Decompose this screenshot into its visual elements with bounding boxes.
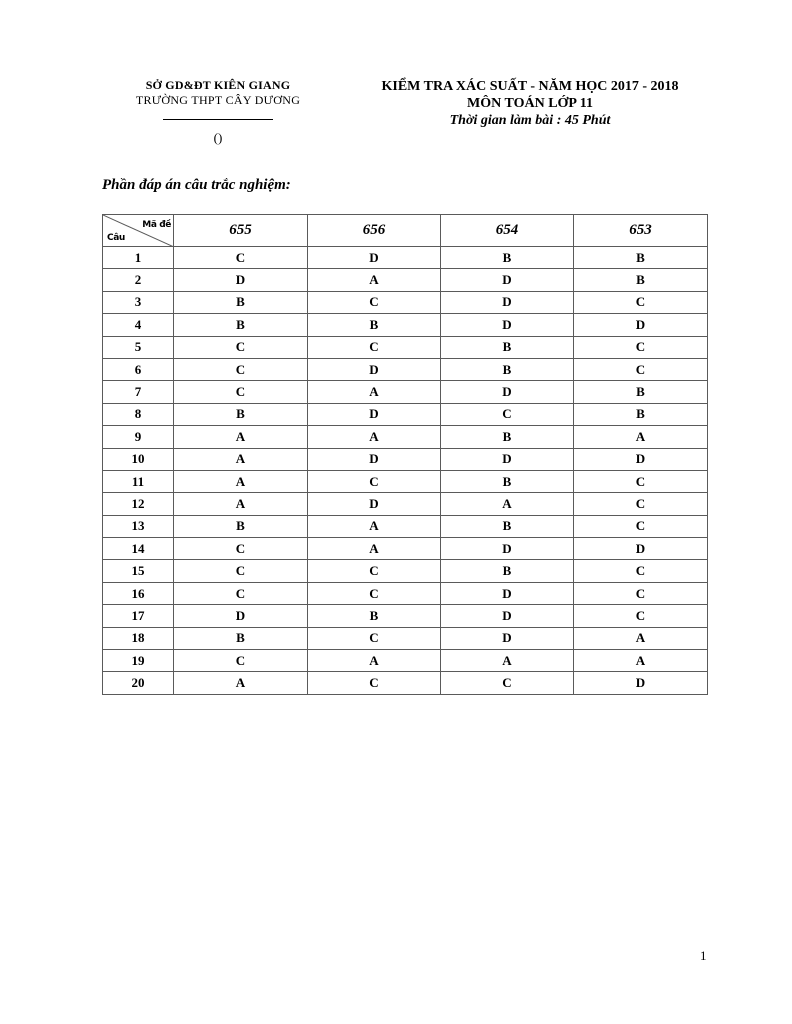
answer-cell: A bbox=[308, 538, 441, 560]
question-number-cell: 1 bbox=[103, 247, 174, 269]
answer-cell: D bbox=[441, 538, 574, 560]
answer-cell: B bbox=[574, 381, 708, 403]
answer-cell: B bbox=[174, 314, 308, 336]
table-row bbox=[103, 403, 708, 425]
right-header bbox=[360, 78, 700, 129]
answer-cell: B bbox=[441, 470, 574, 492]
answer-cell: A bbox=[308, 426, 441, 448]
answer-cell: C bbox=[174, 336, 308, 358]
exam-duration: Thời gian làm bài : 45 Phút bbox=[449, 113, 611, 128]
table-row bbox=[103, 336, 708, 358]
answer-cell: B bbox=[174, 403, 308, 425]
table-row bbox=[103, 627, 708, 649]
question-number-cell: 4 bbox=[103, 314, 174, 336]
answer-cell: B bbox=[174, 627, 308, 649]
exam-code-header: 656 bbox=[308, 215, 441, 247]
answer-cell: A bbox=[308, 381, 441, 403]
answer-cell: B bbox=[441, 358, 574, 380]
answer-cell: A bbox=[574, 426, 708, 448]
table-row bbox=[103, 358, 708, 380]
answer-cell: C bbox=[174, 358, 308, 380]
table-row bbox=[103, 247, 708, 269]
answer-cell: D bbox=[441, 627, 574, 649]
answer-cell: D bbox=[441, 605, 574, 627]
answer-cell: C bbox=[174, 582, 308, 604]
answer-cell: D bbox=[174, 605, 308, 627]
answer-cell: D bbox=[441, 291, 574, 313]
answer-cell: D bbox=[308, 493, 441, 515]
corner-label-question: Câu bbox=[107, 233, 125, 243]
answer-cell: A bbox=[174, 470, 308, 492]
answer-cell: D bbox=[441, 448, 574, 470]
answer-cell: D bbox=[574, 538, 708, 560]
table-row bbox=[103, 538, 708, 560]
answer-cell: C bbox=[574, 605, 708, 627]
table-row bbox=[103, 269, 708, 291]
table-row bbox=[103, 672, 708, 694]
exam-code-placeholder: () bbox=[213, 130, 223, 145]
left-header bbox=[118, 78, 318, 146]
table-row bbox=[103, 650, 708, 672]
answer-cell: D bbox=[574, 448, 708, 470]
answer-cell: A bbox=[174, 448, 308, 470]
question-number-cell: 2 bbox=[103, 269, 174, 291]
table-row bbox=[103, 291, 708, 313]
question-number-cell: 10 bbox=[103, 448, 174, 470]
answer-cell: C bbox=[574, 470, 708, 492]
answer-cell: D bbox=[441, 381, 574, 403]
answer-cell: C bbox=[308, 627, 441, 649]
exam-code-header: 655 bbox=[174, 215, 308, 247]
question-number-cell: 8 bbox=[103, 403, 174, 425]
answer-cell: C bbox=[574, 336, 708, 358]
answer-cell: B bbox=[308, 605, 441, 627]
question-number-cell: 7 bbox=[103, 381, 174, 403]
answer-cell: C bbox=[308, 582, 441, 604]
exam-code-header: 653 bbox=[574, 215, 708, 247]
answer-cell: C bbox=[174, 650, 308, 672]
answer-cell: C bbox=[441, 672, 574, 694]
table-row bbox=[103, 426, 708, 448]
question-number-cell: 3 bbox=[103, 291, 174, 313]
answer-cell: B bbox=[574, 247, 708, 269]
answer-cell: C bbox=[441, 403, 574, 425]
answer-cell: C bbox=[574, 560, 708, 582]
table-row bbox=[103, 381, 708, 403]
answer-cell: D bbox=[441, 269, 574, 291]
answer-cell: A bbox=[308, 515, 441, 537]
exam-code-header: 654 bbox=[441, 215, 574, 247]
answer-cell: C bbox=[308, 470, 441, 492]
answer-cell: B bbox=[174, 291, 308, 313]
answer-cell: C bbox=[574, 515, 708, 537]
answer-cell: C bbox=[174, 381, 308, 403]
section-title: Phần đáp án câu trắc nghiệm: bbox=[102, 177, 291, 193]
answer-cell: A bbox=[174, 672, 308, 694]
answer-cell: C bbox=[574, 291, 708, 313]
answer-cell: D bbox=[574, 314, 708, 336]
answer-cell: D bbox=[441, 314, 574, 336]
header-divider bbox=[163, 119, 273, 120]
answer-cell: B bbox=[574, 269, 708, 291]
answer-cell: B bbox=[441, 426, 574, 448]
question-number-cell: 13 bbox=[103, 515, 174, 537]
table-row bbox=[103, 470, 708, 492]
answer-cell: A bbox=[574, 627, 708, 649]
question-number-cell: 15 bbox=[103, 560, 174, 582]
answer-cell: D bbox=[308, 448, 441, 470]
answer-cell: D bbox=[441, 582, 574, 604]
answer-cell: C bbox=[308, 336, 441, 358]
question-number-cell: 9 bbox=[103, 426, 174, 448]
table-row bbox=[103, 560, 708, 582]
answer-cell: C bbox=[174, 560, 308, 582]
table-row bbox=[103, 605, 708, 627]
answer-cell: D bbox=[308, 247, 441, 269]
table-header-row bbox=[103, 215, 708, 247]
question-number-cell: 16 bbox=[103, 582, 174, 604]
question-number-cell: 14 bbox=[103, 538, 174, 560]
question-number-cell: 12 bbox=[103, 493, 174, 515]
table-row bbox=[103, 515, 708, 537]
question-number-cell: 6 bbox=[103, 358, 174, 380]
answer-cell: C bbox=[308, 560, 441, 582]
answer-cell: C bbox=[174, 538, 308, 560]
table-row bbox=[103, 314, 708, 336]
question-number-cell: 18 bbox=[103, 627, 174, 649]
answer-cell: A bbox=[441, 650, 574, 672]
question-number-cell: 5 bbox=[103, 336, 174, 358]
answer-cell: D bbox=[174, 269, 308, 291]
answer-cell: A bbox=[174, 493, 308, 515]
answer-cell: B bbox=[308, 314, 441, 336]
question-number-cell: 17 bbox=[103, 605, 174, 627]
table-row bbox=[103, 493, 708, 515]
exam-subject: MÔN TOÁN LỚP 11 bbox=[467, 96, 593, 111]
answer-cell: C bbox=[574, 582, 708, 604]
answer-cell: B bbox=[441, 336, 574, 358]
answer-cell: C bbox=[308, 672, 441, 694]
answer-cell: B bbox=[174, 515, 308, 537]
answer-cell: A bbox=[308, 269, 441, 291]
exam-title: KIỂM TRA XÁC SUẤT - NĂM HỌC 2017 - 2018 bbox=[381, 79, 679, 94]
answer-cell: C bbox=[574, 358, 708, 380]
corner-label-code: Mã đề bbox=[142, 220, 171, 230]
answer-cell: A bbox=[308, 650, 441, 672]
table-row bbox=[103, 448, 708, 470]
department-name: SỞ GD&ĐT KIÊN GIANG bbox=[145, 78, 291, 92]
table-row bbox=[103, 582, 708, 604]
answer-cell: B bbox=[441, 515, 574, 537]
answer-cell: B bbox=[574, 403, 708, 425]
school-name: TRƯỜNG THPT CÂY DƯƠNG bbox=[135, 93, 301, 107]
answer-cell: D bbox=[574, 672, 708, 694]
answer-cell: C bbox=[574, 493, 708, 515]
question-number-cell: 11 bbox=[103, 470, 174, 492]
answer-rows bbox=[103, 247, 708, 695]
answer-cell: A bbox=[574, 650, 708, 672]
answer-cell: A bbox=[174, 426, 308, 448]
answer-key-table bbox=[102, 214, 708, 695]
page-number: 1 bbox=[700, 948, 707, 963]
question-number-cell: 20 bbox=[103, 672, 174, 694]
answer-cell: D bbox=[308, 358, 441, 380]
answer-cell: A bbox=[441, 493, 574, 515]
answer-cell: D bbox=[308, 403, 441, 425]
answer-cell: C bbox=[174, 247, 308, 269]
answer-cell: B bbox=[441, 560, 574, 582]
question-number-cell: 19 bbox=[103, 650, 174, 672]
answer-cell: C bbox=[308, 291, 441, 313]
corner-header-cell bbox=[103, 215, 174, 247]
answer-cell: B bbox=[441, 247, 574, 269]
